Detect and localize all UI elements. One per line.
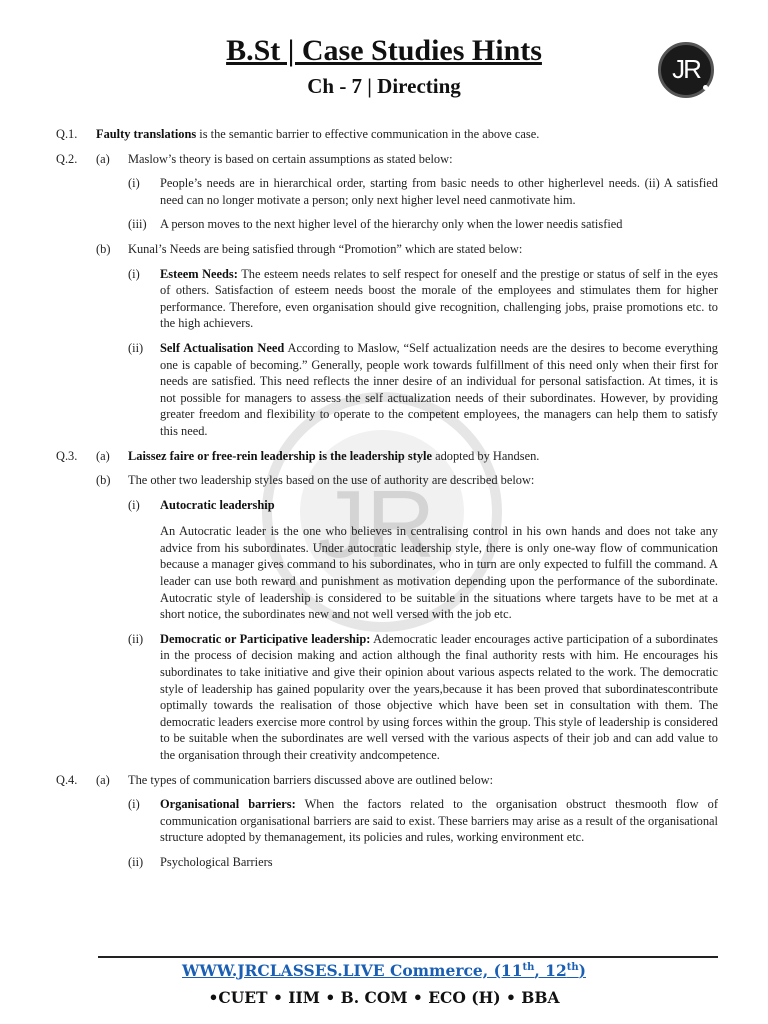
q2-b-i-para [160,266,718,332]
q2-a-iii-text: A person moves to the next higher level of the hierarchy only when the lower needis satisfied [160,217,623,232]
q2-a-i-text: People’s needs are in hierarchical order, starting from basic needs to other higherlevel needs. (ii) A satisfied need can no longer motivate a person; only next higher level need canmotivate him. [160,176,718,207]
q2-a-row [56,151,718,168]
chapter-subtitle: Ch - 7 | Directing [307,74,461,98]
q3-a-para [128,448,718,465]
q2-b-i-text: The esteem needs relates to self respect for oneself and the prestige or status of self in the eyes of others. Satisfaction of esteem needs boost the morale of the employees and stimulates them for higher performance. Therefore, even organisation should give recognition, challenging jobs, praise promotions etc. to the high achievers. [160,266,718,331]
q3-b-ii-row [128,631,718,764]
q3-a-label: (a) [96,448,110,463]
footer-divider [98,956,718,958]
q3-b-label: (b) [96,473,111,488]
q1-row [56,126,718,143]
link-mid: , 12 [534,961,567,980]
link-prefix: WWW.JRCLASSES.LIVE Commerce, (11 [182,961,523,980]
answers-content [56,126,718,871]
page-title: B.St | Case Studies Hints [226,34,542,67]
q3-b-i-bold: Autocratic leadership [160,497,275,512]
link-sup-2: th [566,961,579,973]
q2-a-label: (a) [96,151,110,166]
q2-a-i-row [128,175,718,208]
q2-a-text: Maslow’s theory is based on certain assumptions as stated below: [128,151,453,166]
q2-b-ii-bold: Self Actualisation Need [160,340,285,355]
link-suffix: ) [578,961,586,980]
q2-a-iii-num: (iii) [128,217,147,232]
q4-a-label: (a) [96,772,110,787]
q2-a-i-num: (i) [128,176,140,191]
q1-bold: Faulty translations [96,127,197,141]
q2-b-ii-row [128,340,718,440]
q2-label: Q.2. [56,151,78,166]
footer-tags: •CUET • IIM • B. COM • ECO (H) • BBA [208,988,560,1007]
q4-a-i-bold: Organisational barriers: [160,797,296,812]
q4-a-ii-text: Psychological Barriers [160,854,273,869]
q3-b-i-num: (i) [128,497,140,512]
q2-b-ii-para [160,340,718,440]
jr-logo-icon [658,42,714,98]
q3-label: Q.3. [56,448,78,463]
q2-b-i-row [128,266,718,332]
q2-a-iii-row [128,216,718,233]
q3-b-ii-num: (ii) [128,631,144,646]
logo-dot [703,85,708,90]
q4-a-i-para [160,796,718,846]
q4-a-ii-num: (ii) [128,854,144,869]
q3-a-bold: Laissez faire or free-rein leadership is the leadership style [128,448,432,463]
watermark-text: JR [318,471,436,578]
q3-a-row [56,448,718,465]
q4-a-row [56,772,718,789]
q1-text: is the semantic barrier to effective communication in the above case. [196,127,540,141]
q3-b-i-para: An Autocratic leader is the one who believes in centralising control in his own hands and does not take any advice from his subordinates. Under autocratic leadership style, there is only one-way flow of communication because a manager gives command to his subordinates, who in turn are only expected to fulfill the command. A leader can use both reward and punishment as motivation depending upon the performance of the subordinate. Autocratic style of leadership is considered to be suitable in the situations where targets have to be met at a short notice, the subordinates new and not well versed with the job etc. [160,524,718,622]
q4-a-text: The types of communication barriers discussed above are outlined below: [128,772,494,787]
q3-b-row [96,472,718,489]
q3-b-i-row [128,497,718,514]
website-link[interactable] [0,961,768,980]
q4-a-i-num: (i) [128,797,140,812]
q4-a-i-text: When the factors related to the organisation obstruct thesmooth flow of communication organisational barriers are said to exist. These barriers may arise as a result of the organisational structure adopted by themanagement, its policies and rules, working environment etc. [160,797,718,845]
q3-b-ii-para [160,631,718,764]
logo-text: JR [672,54,700,84]
q2-b-text: Kunal’s Needs are being satisfied through “Promotion” which are stated below: [128,241,523,256]
q3-a-text: adopted by Handsen. [432,448,540,463]
q4-label: Q.4. [56,772,78,787]
q4-a-i-row [128,796,718,846]
q4-a-ii-row [128,854,718,871]
q2-b-ii-text: According to Maslow, “Self actualization needs are the desires to become everything one is capable of becoming.” Generally, people work towards fulfillment of this need only when their first for needs are satisfied. This need reflects the inner desire of an individual for personal satisfaction. At times, it is not possible for managers to assess the self actualization needs of their subordinates. However, by providing greater freedom and flexibility to operate to the competent employees, the managers can help them to satisfy this need. [160,340,718,438]
q2-b-label: (b) [96,241,111,256]
link-sup-1: th [522,961,535,973]
q2-b-row [96,241,718,258]
q1-label: Q.1. [56,127,78,141]
q2-b-ii-num: (ii) [128,340,144,355]
q2-b-i-num: (i) [128,266,140,281]
q3-b-ii-bold: Democratic or Participative leadership: [160,631,371,646]
q3-b-ii-text: Ademocratic leader encourages active participation of a subordinates in the process of decision making and action although the final authority rests with him. He encourages his subordinates to take initiative and give their opinion about various aspects related to the work. The democratic style of leadership has gained popularity over the years,because it has been proved that subordinatescontribute optimally towards the realisation of those objective which have been set in consultation with them. The democratic leaders exercise more control by using forces within the group. This style of leadership is considered to be suitable when the subordinates are well versed with the various aspects of their job and can add value to the organisation through their creativity andcompetence. [160,631,718,762]
q3-b-text: The other two leadership styles based on the use of authority are described below: [128,473,535,488]
q2-b-i-bold: Esteem Needs: [160,266,238,281]
q1-answer [96,126,718,143]
